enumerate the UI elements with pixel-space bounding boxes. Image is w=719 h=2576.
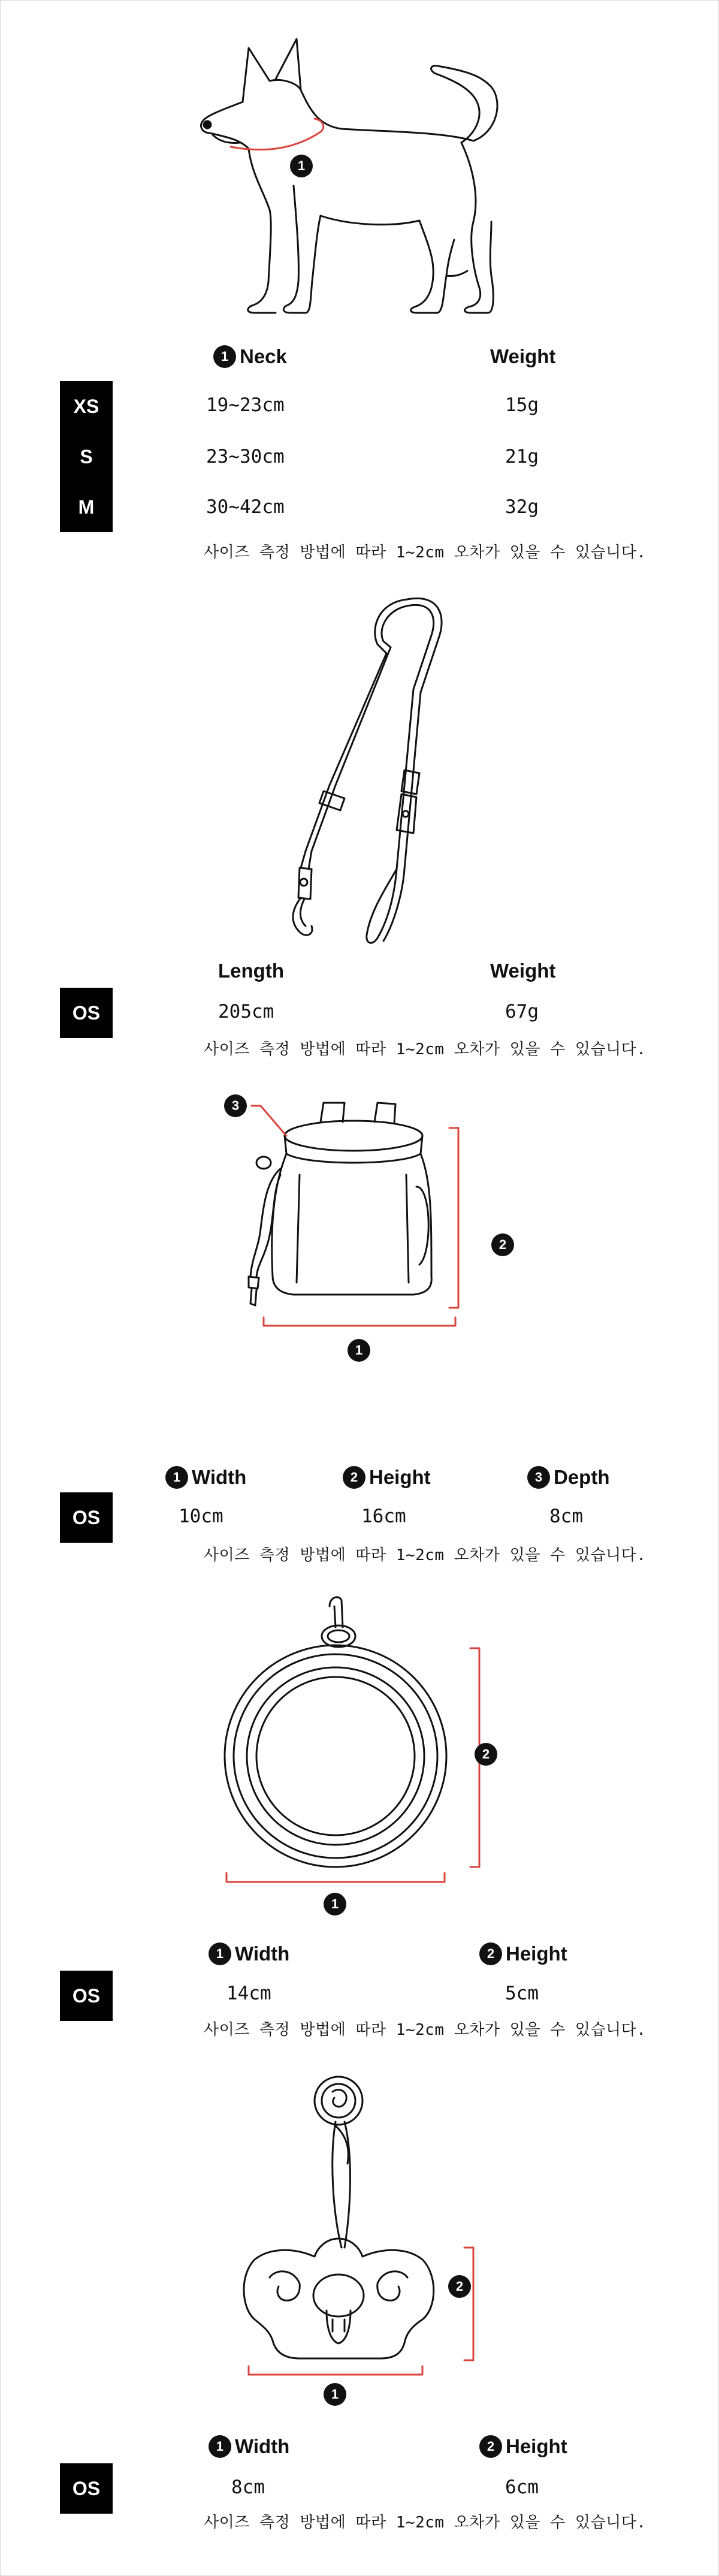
size-badge-m: M [60,482,113,532]
width-header [209,1942,289,1966]
marker-2-icon: 2 [343,1466,365,1489]
depth-value: 8cm [549,1506,583,1527]
marker-2-icon: 2 [448,2275,471,2298]
width-label: Width [235,2435,290,2457]
marker-2-icon: 2 [479,1942,502,1965]
marker-1-icon: 1 [348,1339,370,1362]
holder-size-section [0,2062,719,2576]
weight-label: Weight [490,345,556,367]
weight-header [490,345,555,369]
width-header [165,1465,246,1489]
pouch-illustration [216,1085,497,1355]
neck-value-s: 23~30cm [206,446,285,467]
marker-1-icon: 1 [290,155,313,177]
depth-label: Depth [554,1466,610,1488]
weight-header [490,959,555,983]
length-label: Length [218,960,284,982]
width-label: Width [192,1466,247,1488]
marker-1-icon: 1 [324,1893,346,1916]
bowl-size-section [0,1588,719,2062]
measurement-note: 사이즈 측정 방법에 따라 1~2cm 오차가 있을 수 있습니다. [204,2514,647,2532]
length-header [218,959,284,983]
size-badge-os: OS [60,1492,113,1543]
height-header [343,1465,431,1489]
marker-1-icon: 1 [324,2383,346,2406]
bowl-illustration [216,1591,503,1891]
marker-3-icon: 3 [527,1466,550,1489]
marker-2-icon: 2 [491,1233,514,1256]
size-badge-os: OS [60,1971,113,2021]
leash-size-section [0,575,719,1073]
dog-size-section [0,0,719,575]
marker-1-icon: 1 [213,345,236,368]
width-value: 14cm [226,1983,271,2004]
weight-value-m: 32g [505,496,539,518]
measurement-note: 사이즈 측정 방법에 따라 1~2cm 오차가 있을 수 있습니다. [204,1040,647,1058]
size-badge-os: OS [60,988,113,1038]
size-badge-os: OS [60,2463,113,2514]
measurement-note: 사이즈 측정 방법에 따라 1~2cm 오차가 있을 수 있습니다. [204,544,647,562]
height-label: Height [369,1466,431,1488]
width-header [209,2435,289,2459]
marker-2-icon: 2 [479,2435,502,2458]
marker-1-icon: 1 [209,1942,231,1965]
width-label: Width [235,1942,290,1965]
depth-header [527,1465,610,1489]
marker-2-icon: 2 [475,1743,497,1766]
weight-value: 67g [505,1001,539,1022]
pouch-size-section [0,1073,719,1588]
width-value: 10cm [179,1506,223,1527]
weight-value-xs: 15g [505,394,539,416]
height-label: Height [506,1942,567,1965]
length-value: 205cm [218,1001,274,1022]
weight-value-s: 21g [505,446,539,467]
neck-value-xs: 19~23cm [206,394,285,416]
neck-header [213,345,287,369]
height-header [479,2435,567,2459]
weight-label: Weight [490,960,556,982]
marker-1-icon: 1 [165,1466,188,1489]
size-badge-s: S [60,432,113,482]
height-label: Height [506,2435,567,2457]
measurement-note: 사이즈 측정 방법에 따라 1~2cm 오차가 있을 수 있습니다. [204,2021,647,2039]
marker-3-icon: 3 [224,1094,247,1117]
neck-value-m: 30~42cm [206,496,285,518]
height-value: 5cm [505,1983,539,2004]
height-value: 16cm [361,1506,406,1527]
neck-label: Neck [240,345,287,367]
bag-holder-illustration [228,2068,491,2391]
size-badge-xs: XS [60,381,113,432]
height-value: 6cm [505,2477,539,2498]
dog-illustration [192,30,527,324]
width-value: 8cm [231,2477,265,2498]
marker-1-icon: 1 [209,2435,231,2458]
height-header [479,1942,567,1966]
measurement-note: 사이즈 측정 방법에 따라 1~2cm 오차가 있을 수 있습니다. [204,1546,647,1564]
leash-illustration [234,587,485,947]
